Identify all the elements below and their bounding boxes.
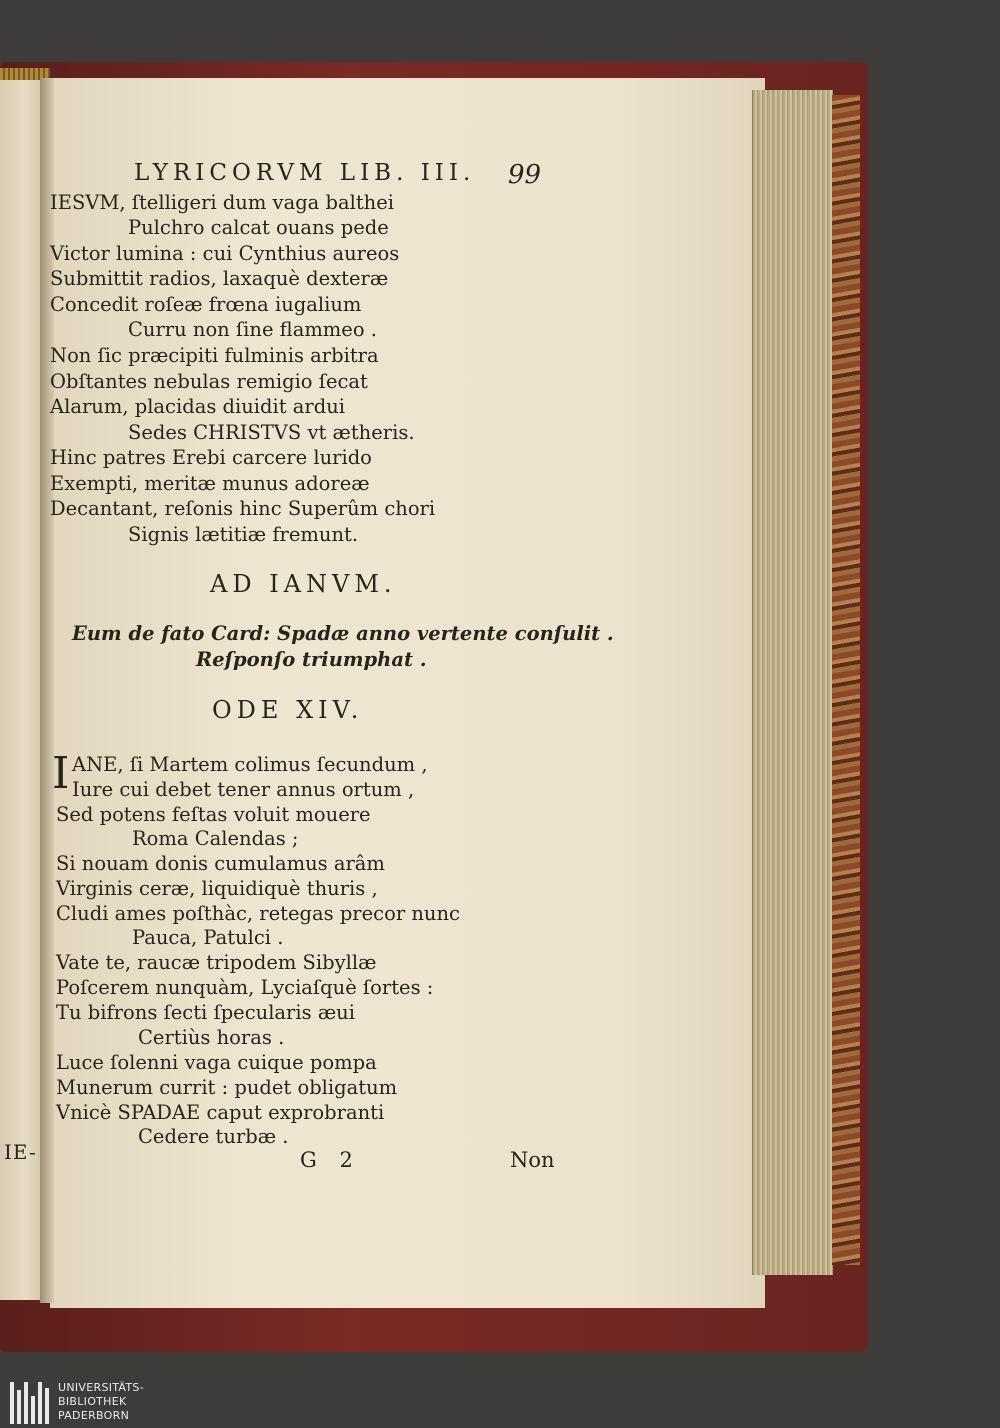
ode-summary: Reſponſo triumphat . [196,648,427,671]
verse-line: Cedere turbæ . [138,1125,289,1148]
library-footer [0,1378,1000,1428]
verse-line: Vnicè SPADAE caput exprobranti [56,1101,385,1124]
verse-line: Concedit roſeæ frœna iugalium [50,293,362,316]
verse-line: Sed potens feſtas voluit mouere [56,803,371,826]
verse-line: Submittit radios, laxaquè dexteræ [50,267,389,290]
page-number: 99 [508,160,542,190]
verse-line: Sedes CHRISTVS vt ætheris. [128,421,415,444]
left-page [0,80,44,1300]
verse-line: Exempti, meritæ munus adoreæ [50,472,370,495]
ode-summary: Eum de fato Card: Spadæ anno vertente conſulit . [72,622,614,645]
verse-line: Alarum, placidas diuidit ardui [50,395,346,418]
verse-line: Signis lætitiæ fremunt. [128,523,359,546]
signature-mark: G 2 [300,1148,361,1172]
left-page-fragment: IE- [4,1140,37,1164]
ode-number: ODE XIV. [212,696,364,724]
verse-line: Curru non ſine flammeo . [128,318,377,341]
verse-line: Cludi ames poſthàc, retegas precor nunc [56,902,460,925]
verse-line: Pulchro calcat ouans pede [128,216,389,239]
verse-line: Non ſic præcipiti fulminis arbitra [50,344,379,367]
verse-line: ANE, ſi Martem colimus ſecundum , [72,753,428,776]
verse-line: Roma Calendas ; [132,827,299,850]
library-logo-icon [10,1382,52,1424]
verse-line: Certiùs horas . [138,1026,285,1049]
running-head: LYRICORVM LIB. III. [134,160,476,186]
verse-line: Luce ſolenni vaga cuique pompa [56,1051,377,1074]
verse-line: Vate te, raucæ tripodem Sibyllæ [56,951,377,974]
verse-line: Victor lumina : cui Cynthius aureos [50,242,400,265]
footer-text-3: PADERBORN [58,1409,130,1422]
verse-line: Munerum currit : pudet obligatum [56,1076,398,1099]
verse-line: Tu bifrons ſecti ſpecularis æui [56,1001,355,1024]
verse-line: Virginis ceræ, liquidiquè thuris , [56,877,378,900]
verse-line: Obſtantes nebulas remigio ſecat [50,370,368,393]
page-edges [752,90,833,1275]
verse-line: IESVM, ſtelligeri dum vaga balthei [50,191,395,214]
verse-line: Decantant, reſonis hinc Superûm chori [50,497,436,520]
verse-line: Si nouam donis cumulamus arâm [56,852,385,875]
marbled-edge [832,95,860,1265]
verse-line: Poſcerem nunquàm, Lyciaſquè ſortes : [56,976,434,999]
drop-cap: I [52,748,70,799]
catchword: Non [510,1148,555,1172]
verse-line: Hinc patres Erebi carcere lurido [50,446,372,469]
footer-text-2: BIBLIOTHEK [58,1395,127,1408]
verse-line: Pauca, Patulci . [132,926,284,949]
footer-text-1: UNIVERSITÄTS- [58,1381,144,1394]
verse-line: Iure cui debet tener annus ortum , [72,778,415,801]
ode-title: AD IANVM. [210,570,397,598]
